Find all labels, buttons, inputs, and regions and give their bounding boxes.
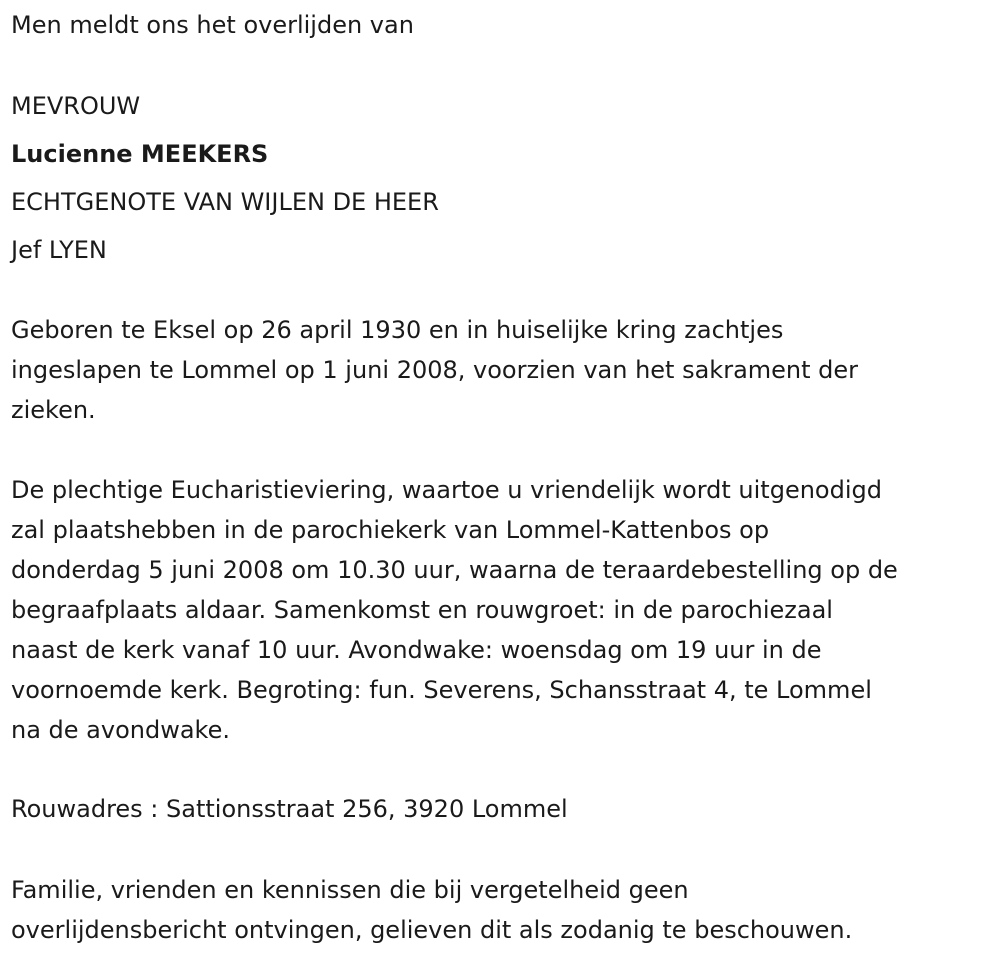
service-line: De plechtige Eucharistieviering, waartoe u vriendelijk wordt uitgenodigd <box>11 476 882 504</box>
birth-death-line: Geboren te Eksel op 26 april 1930 en in huiselijke kring zachtjes <box>11 316 784 344</box>
birth-death-line: ingeslapen te Lommel op 1 juni 2008, voorzien van het sakrament der <box>11 356 859 384</box>
closing-line: overlijdensbericht ontvingen, gelieven dit als zodanig te beschouwen. <box>11 916 853 944</box>
service-line: zal plaatshebben in de parochiekerk van Lommel-Kattenbos op <box>11 516 770 544</box>
deceased-name: Lucienne MEEKERS <box>11 140 269 168</box>
spouse-name: Jef LYEN <box>11 236 107 264</box>
relation-text: ECHTGENOTE VAN WIJLEN DE HEER <box>11 188 439 216</box>
title-prefix: MEVROUW <box>11 92 141 120</box>
intro-text: Men meldt ons het overlijden van <box>11 11 414 39</box>
mourning-address: Rouwadres : Sattionsstraat 256, 3920 Lommel <box>11 795 568 823</box>
service-line: donderdag 5 juni 2008 om 10.30 uur, waarna de teraardebestelling op de <box>11 556 898 584</box>
birth-death-line: zieken. <box>11 396 96 424</box>
service-line: begraafplaats aldaar. Samenkomst en rouwgroet: in de parochiezaal <box>11 596 833 624</box>
service-line: voornoemde kerk. Begroting: fun. Severens, Schansstraat 4, te Lommel <box>11 676 872 704</box>
closing-line: Familie, vrienden en kennissen die bij vergetelheid geen <box>11 876 689 904</box>
service-line: na de avondwake. <box>11 716 230 744</box>
service-line: naast de kerk vanaf 10 uur. Avondwake: woensdag om 19 uur in de <box>11 636 822 664</box>
